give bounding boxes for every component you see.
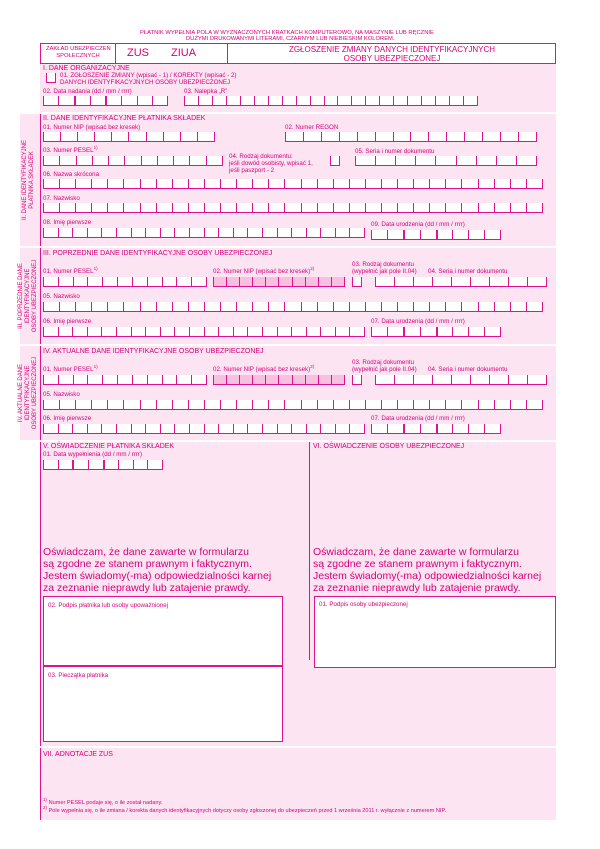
prev-nip-field[interactable] <box>213 277 345 287</box>
curr-doc-type-field[interactable] <box>352 375 362 385</box>
curr-birth-date-field[interactable] <box>371 424 501 434</box>
payer-pesel-field[interactable] <box>43 156 223 166</box>
payer-regon-field[interactable] <box>285 132 537 142</box>
change-type-label-line2: DANYCH IDENTYFIKACYJNYCH OSOBY UBEZPIECZONEJ <box>60 79 231 86</box>
send-date-field[interactable] <box>43 96 168 106</box>
payer-regon-label: 02. Numer REGON <box>285 124 339 131</box>
prev-doc-type-field[interactable] <box>352 277 362 287</box>
prev-doc-type-label-line1: 03. Rodzaj dokumentu <box>352 261 414 268</box>
section-2-title: II. DANE IDENTYFIKACYJNE PŁATNIKA SKŁADEK <box>43 115 206 122</box>
payer-doc-number-field[interactable] <box>355 156 537 166</box>
payer-doc-number-label: 05. Seria i numer dokumentu <box>355 148 435 155</box>
section-1-title: I. DANE ORGANIZACYJNE <box>43 65 130 72</box>
fill-instruction-line1: PŁATNIK WYPEŁNIA POLA W WYZNACZONYCH KRATKACH KOMPUTEROWO, NA MASZYNIE LUB RĘCZNIE <box>140 30 434 36</box>
payer-first-name-label: 08. Imię pierwsze <box>43 219 92 226</box>
insured-declaration-line4: za zeznanie nieprawdy lub zatajenie prawdy. <box>313 582 521 594</box>
section-4-title: IV. AKTUALNE DANE IDENTYFIKACYJNE OSOBY UBEZPIECZONEJ <box>43 348 264 355</box>
prev-nip-label: 02. Numer NIP (wpisać bez kresek)$^{2)}$ <box>213 265 315 275</box>
curr-nip-label: 02. Numer NIP (wpisać bez kresek)$^{2)}$ <box>213 363 315 373</box>
section-5-title: V. OŚWIADCZENIE PŁATNIKA SKŁADEK <box>43 443 175 450</box>
payer-doc-type-label-line1: 04. Rodzaj dokumentu: <box>229 153 293 160</box>
form-code-ziua: ZIUA <box>171 47 197 59</box>
payer-short-name-field[interactable] <box>43 179 543 189</box>
form-title-line1: ZGŁOSZENIE ZMIANY DANYCH IDENTYFIKACYJNYCH <box>288 45 496 54</box>
r-sticker-field[interactable] <box>184 96 478 106</box>
curr-doc-type-label-line2: (wypełnić jak pole II.04) <box>352 366 417 373</box>
curr-birth-date-label: 07. Data urodzenia (dd / mm / rrrr) <box>371 415 465 422</box>
payer-birth-date-label: 09. Data urodzenia (dd / mm / rrrr) <box>371 221 465 228</box>
curr-pesel-label: 01. Numer PESEL$^{1)}$ <box>43 363 98 373</box>
form-code-zus: ZUS <box>127 47 149 59</box>
curr-first-name-label: 06. Imię pierwsze <box>43 415 92 422</box>
prev-surname-field[interactable] <box>43 302 543 312</box>
change-type-label-line1: 01. ZGŁOSZENIE ZMIANY (wpisać - 1) / KOREKTY (wpisać - 2) <box>60 72 237 79</box>
curr-pesel-field[interactable] <box>43 375 207 385</box>
section-4-side-label: IV. AKTUALNE DANE IDENTYFIKACYJNE OSOBY UBEZPIECZONEJ <box>18 356 38 430</box>
footnote-1: $^{1)}$ Numer PESEL podaje się, o ile został nadany. <box>43 797 163 806</box>
payer-signature-label: 02. Podpis płatnika lub osoby upoważnionej <box>48 602 169 609</box>
fill-date-label: 01. Data wypełnienia (dd / mm / rrrr) <box>43 451 143 458</box>
payer-birth-date-field[interactable] <box>371 230 501 240</box>
payer-declaration-line3: Jestem świadomy(-ma) odpowiedzialności karnej <box>43 570 272 582</box>
payer-doc-type-field[interactable] <box>330 156 340 166</box>
prev-first-name-field[interactable] <box>43 327 365 337</box>
fill-date-field[interactable] <box>43 460 163 470</box>
section-3-side-label: III. POPRZEDNIE DANE IDENTYFIKACYJNE OSOBY UBEZPIECZONEJ <box>18 259 38 333</box>
fill-instruction-line2: DUŻYMI DRUKOWANYMI LITERAMI, CZARNYM LUB NIEBIESKIM KOLOREM. <box>186 36 395 42</box>
prev-pesel-field[interactable] <box>43 277 207 287</box>
curr-first-name-field[interactable] <box>43 424 365 434</box>
curr-surname-field[interactable] <box>43 400 543 410</box>
prev-doc-number-label: 04. Seria i numer dokumentu <box>428 268 508 275</box>
label-r-sticker: 03. Nalepka „R” <box>184 88 228 95</box>
section-2-side-label: II. DANE IDENTYFIKACYJNE PŁATNIKA SKŁADEK <box>22 140 35 221</box>
curr-doc-number-label: 04. Seria i numer dokumentu <box>428 366 508 373</box>
payer-declaration-line2: są zgodne ze stanem prawnym i faktycznym. <box>43 558 252 570</box>
prev-birth-date-field[interactable] <box>371 327 501 337</box>
curr-doc-number-field[interactable] <box>375 375 547 385</box>
prev-doc-type-label-line2: (wypełnić jak pole II.04) <box>352 268 417 275</box>
curr-nip-field[interactable] <box>213 375 345 385</box>
payer-pesel-label: 03. Numer PESEL$^{1)}$ <box>43 144 98 154</box>
change-type-field[interactable] <box>46 73 56 83</box>
payer-nip-label: 01. Numer NIP (wpisać bez kresek) <box>43 124 141 131</box>
zus-label-line2: SPOŁECZNYCH <box>56 53 100 59</box>
section-6-title: VI. OŚWIADCZENIE OSOBY UBEZPIECZONEJ <box>313 443 465 450</box>
prev-birth-date-label: 07. Data urodzenia (dd / mm / rrrr) <box>371 318 465 325</box>
send-date-label: 02. Data nadania (dd / mm / rrrr) <box>43 88 132 95</box>
insured-declaration-line1: Oświadczam, że dane zawarte w formularzu <box>313 546 519 558</box>
section-7-title: VII. ADNOTACJE ZUS <box>43 751 113 758</box>
payer-short-name-label: 06. Nazwa skrócona <box>43 171 100 178</box>
payer-first-name-field[interactable] <box>43 228 365 238</box>
payer-nip-field[interactable] <box>43 132 215 142</box>
prev-pesel-label: 01. Numer PESEL$^{1)}$ <box>43 265 98 275</box>
payer-stamp-label: 03. Pieczątka płatnika <box>48 672 109 679</box>
prev-doc-number-field[interactable] <box>375 277 547 287</box>
curr-surname-label: 05. Nazwisko <box>43 391 80 398</box>
payer-doc-type-label-line2: jeśli dowód osobisty, wpisać 1, <box>229 160 313 167</box>
section-3-title: III. POPRZEDNIE DANE IDENTYFIKACYJNE OSOBY UBEZPIECZONEJ <box>43 250 273 257</box>
footnote-2: $^{2)}$ Pole wypełnia się, o ile zmiana / korekta danych identyfikacyjnych dotyczy osoby zgłoszonej do ubezpieczeń przed 1 września 2011 r. wyłącznie z numerem NIP. <box>43 805 447 814</box>
insured-signature-label: 01. Podpis osoby ubezpieczonej <box>319 601 408 608</box>
prev-first-name-label: 06. Imię pierwsze <box>43 318 92 325</box>
payer-declaration-line4: za zeznanie nieprawdy lub zatajenie prawdy. <box>43 582 251 594</box>
curr-doc-type-label-line1: 03. Rodzaj dokumentu <box>352 359 414 366</box>
insured-declaration-line2: są zgodne ze stanem prawnym i faktycznym. <box>313 558 522 570</box>
payer-declaration-line1: Oświadczam, że dane zawarte w formularzu <box>43 546 249 558</box>
insured-declaration-line3: Jestem świadomy(-ma) odpowiedzialności karnej <box>313 570 542 582</box>
payer-doc-type-label-line3: jeśli paszport - 2 <box>229 167 275 174</box>
prev-surname-label: 05. Nazwisko <box>43 293 80 300</box>
zus-label-line1: ZAKŁAD UBEZPIECZEŃ <box>46 46 111 52</box>
form-title-line2: OSOBY UBEZPIECZONEJ <box>343 54 441 63</box>
payer-surname-field[interactable] <box>43 203 543 213</box>
payer-surname-label: 07. Nazwisko <box>43 195 80 202</box>
